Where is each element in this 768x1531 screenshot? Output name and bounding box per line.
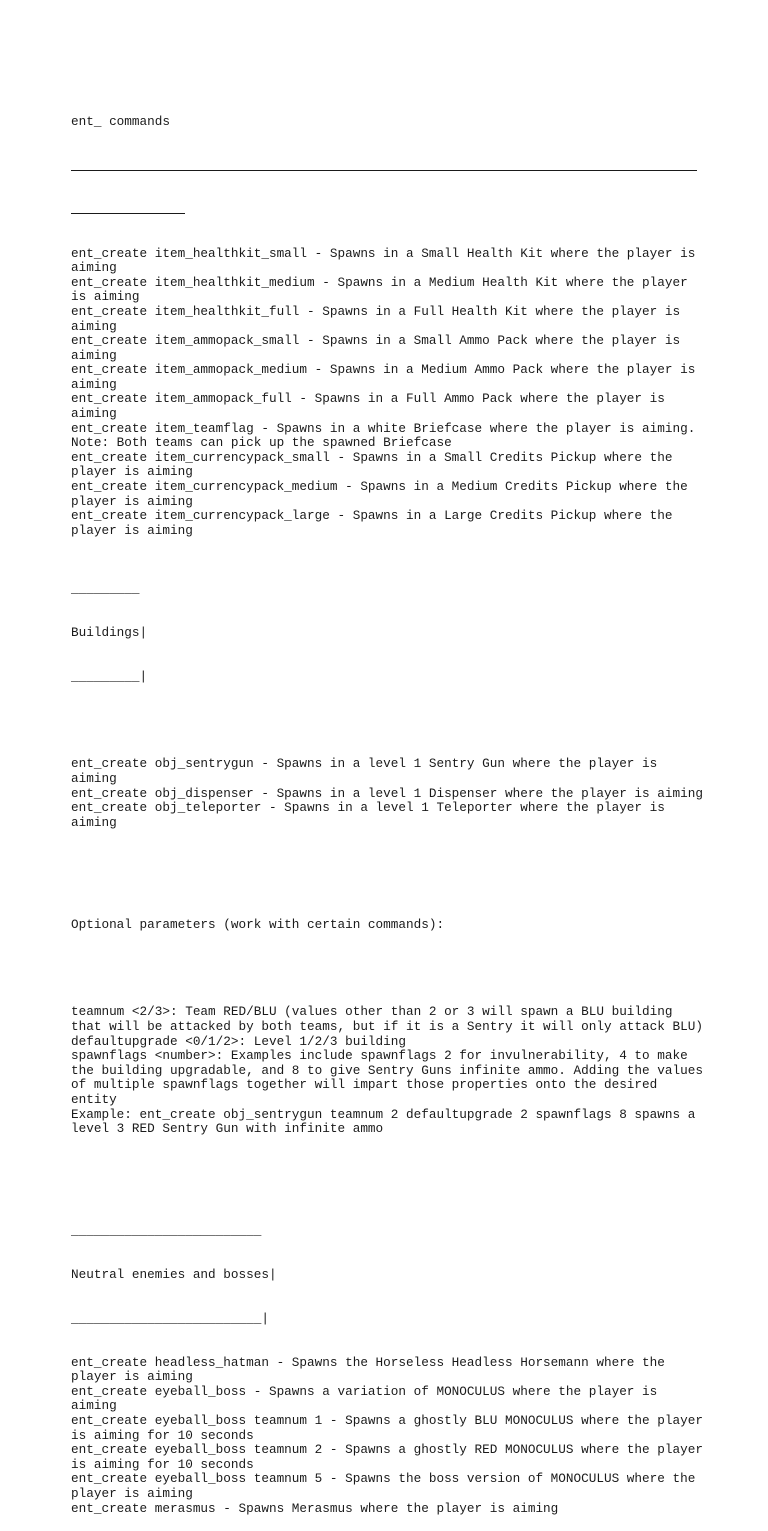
text-line: ent_create item_currencypack_medium - Spawns in a Medium Credits Pickup where the — [71, 479, 688, 495]
text-line: player is aiming — [71, 1369, 193, 1385]
buildings-section — [71, 757, 711, 830]
text-line: Note: Both teams can pick up the spawned Briefcase — [71, 435, 452, 451]
spacer — [71, 714, 711, 729]
neutral-bottom-line: _________________________| — [71, 1310, 269, 1326]
spacer — [71, 1166, 711, 1181]
text-line: ent_create eyeball_boss teamnum 5 - Spawns the boss version of MONOCULUS where the — [71, 1471, 696, 1487]
text-line: ent_create headless_hatman - Spawns the Horseless Headless Horsemann where the — [71, 1354, 665, 1370]
text-line: aiming — [71, 770, 117, 786]
text-line: ent_create item_currencypack_small - Spawns in a Small Credits Pickup where the — [71, 449, 673, 465]
text-line: that will be attacked by both teams, but if it is a Sentry it will only attack BLU) — [71, 1019, 703, 1034]
text-line: aiming — [71, 376, 117, 392]
text-line: aiming — [71, 406, 117, 422]
title-divider — [71, 159, 697, 174]
text-line: aiming — [71, 814, 117, 830]
optional-section — [71, 1005, 711, 1136]
text-line: aiming — [71, 260, 117, 276]
neutral-section — [71, 1356, 711, 1517]
text-line: player is aiming — [71, 464, 193, 480]
text-line: is aiming for 10 seconds — [71, 1427, 254, 1443]
text-line: ent_create obj_teleporter - Spawns in a level 1 Teleporter where the player is — [71, 800, 665, 816]
text-line: ent_create item_teamflag - Spawns in a white Briefcase where the player is aiming. — [71, 420, 696, 436]
text-line: aiming — [71, 1398, 117, 1414]
text-line: ent_create item_healthkit_small - Spawns in a Small Health Kit where the player is — [71, 245, 696, 261]
text-line: of multiple spawnflags together will impart those properties onto the desired — [71, 1077, 658, 1093]
neutral-top-line: _________________________ — [71, 1223, 262, 1239]
spacer — [71, 859, 711, 874]
text-line: level 3 RED Sentry Gun with infinite ammo — [71, 1121, 384, 1137]
text-line: aiming — [71, 347, 117, 363]
text-line: ent_create item_currencypack_large - Spawns in a Large Credits Pickup where the — [71, 508, 673, 524]
buildings-heading: Buildings| — [71, 624, 148, 640]
text-line: ent_create obj_sentrygun - Spawns in a level 1 Sentry Gun where the player is — [71, 756, 658, 772]
text-line: ent_create item_healthkit_medium - Spawns in a Medium Health Kit where the player — [71, 274, 688, 290]
text-line: player is aiming — [71, 493, 193, 509]
text-line: ent_create item_ammopack_small - Spawns in a Small Ammo Pack where the player is — [71, 333, 681, 349]
text-line: ent_create obj_dispenser - Spawns in a level 1 Dispenser where the player is aiming — [71, 785, 703, 801]
buildings-top-line: _________ — [71, 581, 140, 597]
spacer — [71, 962, 711, 977]
text-line: the building upgradable, and 8 to give Sentry Guns infinite ammo. Adding the values — [71, 1062, 703, 1078]
text-line: player is aiming — [71, 522, 193, 538]
document-title: ent_ commands — [71, 114, 170, 130]
text-line: ent_create eyeball_boss teamnum 2 - Spawns a ghostly RED MONOCULUS where the player — [71, 1442, 703, 1458]
buildings-bottom-line: _________| — [71, 668, 148, 684]
text-line: ent_create merasmus - Spawns Merasmus where the player is aiming — [71, 1500, 559, 1516]
text-line: ent_create item_healthkit_full - Spawns in a Full Health Kit where the player is — [71, 303, 681, 319]
text-line: is aiming for 10 seconds — [71, 1456, 254, 1472]
text-line: Example: ent_create obj_sentrygun teamnum 2 defaultupgrade 2 spawnflags 8 spawns a — [71, 1106, 696, 1122]
text-line: ent_create item_ammopack_medium - Spawns in a Medium Ammo Pack where the player is — [71, 362, 696, 378]
text-line: is aiming — [71, 289, 140, 305]
text-line: defaultupgrade <0/1/2>: Level 1/2/3 building — [71, 1033, 407, 1049]
text-line: spawnflags <number>: Examples include spawnflags 2 for invulnerability, 4 to make — [71, 1048, 688, 1064]
title-sub-divider — [71, 203, 185, 218]
text-line: ent_create item_ammopack_full - Spawns in a Full Ammo Pack where the player is — [71, 391, 665, 407]
items-section — [71, 247, 711, 539]
text-line: entity — [71, 1091, 117, 1107]
text-line: ent_create eyeball_boss - Spawns a variation of MONOCULUS where the player is — [71, 1383, 658, 1399]
text-line: ent_create eyeball_boss teamnum 1 - Spawns a ghostly BLU MONOCULUS where the player — [71, 1413, 703, 1429]
document-page — [71, 86, 711, 1531]
text-line: player is aiming — [71, 1486, 193, 1501]
optional-heading: Optional parameters (work with certain commands): — [71, 916, 445, 932]
text-line: teamnum <2/3>: Team RED/BLU (values other than 2 or 3 will spawn a BLU building — [71, 1004, 673, 1020]
neutral-heading: Neutral enemies and bosses| — [71, 1267, 277, 1283]
text-line: aiming — [71, 318, 117, 334]
